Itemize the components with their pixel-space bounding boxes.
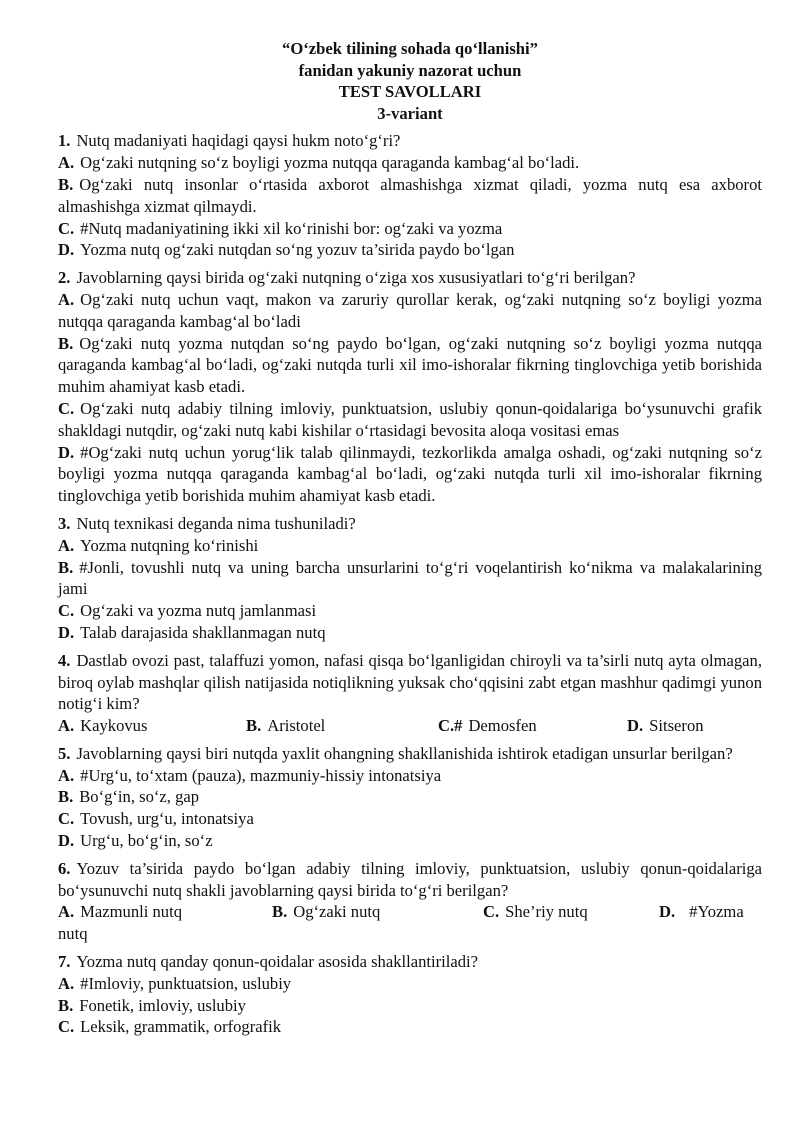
option-text: #Nutq madaniyatining ikki xil ko‘rinishi bor: og‘zaki va yozma	[80, 218, 503, 238]
option-letter: B.	[58, 557, 74, 577]
question-text: Javoblarning qaysi biri nutqda yaxlit ohangning shakllanishida ishtirok etadigan unsurlar berilgan?	[76, 743, 733, 763]
option-text: Talab darajasida shakllanmagan nutq	[80, 622, 326, 642]
option-text: Og‘zaki nutq insonlar o‘rtasida axborot almashishga xizmat qiladi, yozma nutq esa axborot almashishga xizmat qilmaydi.	[58, 174, 762, 216]
question-5	[58, 743, 762, 852]
question-1	[58, 130, 762, 261]
option-letter: B.	[58, 787, 74, 807]
option-d	[58, 239, 762, 261]
option-text: Og‘zaki va yozma nutq jamlanmasi	[80, 601, 317, 621]
option-b	[246, 715, 438, 737]
option-a	[58, 152, 762, 174]
option-a	[58, 765, 762, 787]
option-a	[58, 289, 762, 333]
option-b	[58, 557, 762, 601]
question-text: Nutq madaniyati haqidagi qaysi hukm noto‘g‘ri?	[76, 131, 401, 151]
option-text: #Jonli, tovushli nutq va uning barcha unsurlarini to‘g‘ri voqelantirish ko‘nikma va malakalarining jami	[58, 557, 762, 599]
option-a	[58, 715, 246, 737]
option-b	[58, 174, 762, 218]
question-text: Dastlab ovozi past, talaffuzi yomon, nafasi qisqa bo‘lganligidan chiroyli va ta’sirli nutq ayta olmagan, biroq oylab mashqlar qilish natijasida notiqlikning yuksak cho‘qqisini zabt etgan mashhur qadimgi yunon notig‘i kim?	[58, 650, 762, 714]
inline-options	[58, 715, 762, 737]
option-d	[58, 622, 762, 644]
question-number: 5.	[58, 743, 71, 763]
option-text: Og‘zaki nutqning so‘z boyligi yozma nutqqa qaraganda kambag‘al bo‘ladi.	[80, 153, 580, 173]
option-letter: D.	[659, 902, 676, 922]
option-c	[58, 600, 762, 622]
option-c	[58, 808, 762, 830]
option-text: Urg‘u, bo‘g‘in, so‘z	[80, 831, 213, 851]
option-letter: D.	[58, 622, 75, 642]
option-c	[483, 901, 659, 923]
option-text: #Yozma nutq	[58, 902, 744, 944]
option-letter: C.	[58, 1017, 75, 1037]
option-letter: D.	[58, 442, 75, 462]
option-letter: C.	[483, 902, 500, 922]
option-letter: D.	[627, 716, 644, 736]
option-c	[58, 398, 762, 442]
option-b	[58, 333, 762, 398]
option-text: Tovush, urg‘u, intonatsiya	[80, 809, 254, 829]
question-number: 3.	[58, 513, 71, 533]
question-3	[58, 513, 762, 644]
option-text: Bo‘g‘in, so‘z, gap	[79, 787, 200, 807]
option-letter: D.	[58, 831, 75, 851]
option-text: Yozma nutq og‘zaki nutqdan so‘ng yozuv ta’sirida paydo bo‘lgan	[80, 240, 515, 260]
option-c	[58, 218, 762, 240]
question-number: 4.	[58, 650, 71, 670]
question-text: Javoblarning qaysi birida og‘zaki nutqning o‘ziga xos xususiyatlari to‘g‘ri berilgan?	[76, 268, 636, 288]
option-a	[58, 973, 762, 995]
question-number: 6.	[58, 858, 71, 878]
option-text: Og‘zaki nutq	[293, 902, 381, 922]
option-letter: A.	[58, 765, 75, 785]
document-header	[58, 38, 762, 124]
question-number: 1.	[58, 131, 71, 151]
option-letter: C.	[58, 398, 75, 418]
option-text: Demosfen	[468, 716, 537, 736]
header-test-title: TEST SAVOLLARI	[338, 82, 482, 102]
option-text: Og‘zaki nutq yozma nutqdan so‘ng paydo bo‘lgan, og‘zaki nutqning so‘z boyligi yozma nutqqa qaraganda kambag‘al bo‘ladi, og‘zaki nutqda turli xil imo-ishoralar fikrning tinglovchiga yetib borishida muhim ahamiyat kasb etadi.	[58, 333, 762, 397]
option-text: Aristotel	[267, 716, 326, 736]
inline-options	[58, 901, 762, 945]
option-letter: B.	[58, 333, 74, 353]
option-letter: C.#	[438, 716, 463, 736]
option-letter: B.	[246, 716, 262, 736]
question-4	[58, 650, 762, 737]
question-number: 7.	[58, 952, 71, 972]
question-text: Nutq texnikasi deganda nima tushuniladi?	[76, 513, 356, 533]
option-letter: A.	[58, 535, 75, 555]
option-letter: A.	[58, 902, 75, 922]
option-text: Fonetik, imloviy, uslubiy	[79, 995, 246, 1015]
option-d	[627, 715, 704, 737]
option-a	[58, 535, 762, 557]
option-letter: B.	[272, 902, 288, 922]
option-letter: C.	[58, 218, 75, 238]
header-course-title: “O‘zbek tilining sohada qo‘llanishi”	[282, 39, 538, 58]
option-a	[58, 901, 272, 923]
question-text: Yozma nutq qanday qonun-qoidalar asosida shakllantiriladi?	[76, 952, 479, 972]
option-text: Og‘zaki nutq uchun vaqt, makon va zaruriy qurollar kerak, og‘zaki nutqning so‘z boyligi yozma nutqqa qaraganda kambag‘al bo‘ladi	[58, 289, 762, 331]
option-letter: A.	[58, 153, 75, 173]
option-letter: C.	[58, 601, 75, 621]
option-d	[58, 442, 762, 507]
option-text: Leksik, grammatik, orfografik	[80, 1017, 282, 1037]
option-letter: C.	[58, 809, 75, 829]
question-2	[58, 267, 762, 507]
option-letter: B.	[58, 995, 74, 1015]
question-6	[58, 858, 762, 945]
option-letter: D.	[58, 240, 75, 260]
option-text: Mazmunli nutq	[80, 902, 182, 922]
option-text: Sitseron	[649, 716, 704, 736]
option-c	[58, 1016, 762, 1038]
option-text: Og‘zaki nutq adabiy tilning imloviy, punktuatsion, uslubiy qonun-qoidalariga bo‘ysunuvchi grafik shakldagi nutqdir, og‘zaki nutq kabi kishilar o‘rtasidagi bevosita aloqa vositasi emas	[58, 398, 762, 440]
header-subtitle: fanidan yakuniy nazorat uchun	[298, 60, 522, 80]
option-b	[58, 995, 762, 1017]
option-text: She’riy nutq	[505, 902, 588, 922]
option-letter: A.	[58, 289, 75, 309]
header-variant: 3-variant	[377, 103, 443, 123]
option-letter: A.	[58, 973, 75, 993]
option-text: Kaykovus	[80, 716, 148, 736]
option-text: #Urg‘u, to‘xtam (pauza), mazmuniy-hissiy intonatsiya	[80, 765, 442, 785]
option-b	[272, 901, 483, 923]
question-number: 2.	[58, 268, 71, 288]
option-text: Yozma nutqning ko‘rinishi	[80, 535, 259, 555]
option-c	[438, 715, 627, 737]
question-7	[58, 951, 762, 1038]
option-letter: A.	[58, 716, 75, 736]
option-d	[58, 830, 762, 852]
option-text: #Imloviy, punktuatsion, uslubiy	[80, 973, 292, 993]
option-b	[58, 786, 762, 808]
question-text: Yozuv ta’sirida paydo bo‘lgan adabiy tilning imloviy, punktuatsion, uslubiy qonun-qoidalariga bo‘ysunuvchi nutq shakli javoblarning qaysi birida to‘g‘ri berilgan?	[58, 858, 762, 900]
option-letter: B.	[58, 174, 74, 194]
option-text: #Og‘zaki nutq uchun yorug‘lik talab qilinmaydi, tezkorlikda amalga oshadi, og‘zaki nutqning so‘z boyligi yozma nutqqa qaraganda kambag‘al bo‘ladi, og‘zaki nutqda turli xil imo-ishoralar fikrning tinglovchiga yetib borishida muhim ahamiyat kasb etadi.	[58, 442, 762, 506]
